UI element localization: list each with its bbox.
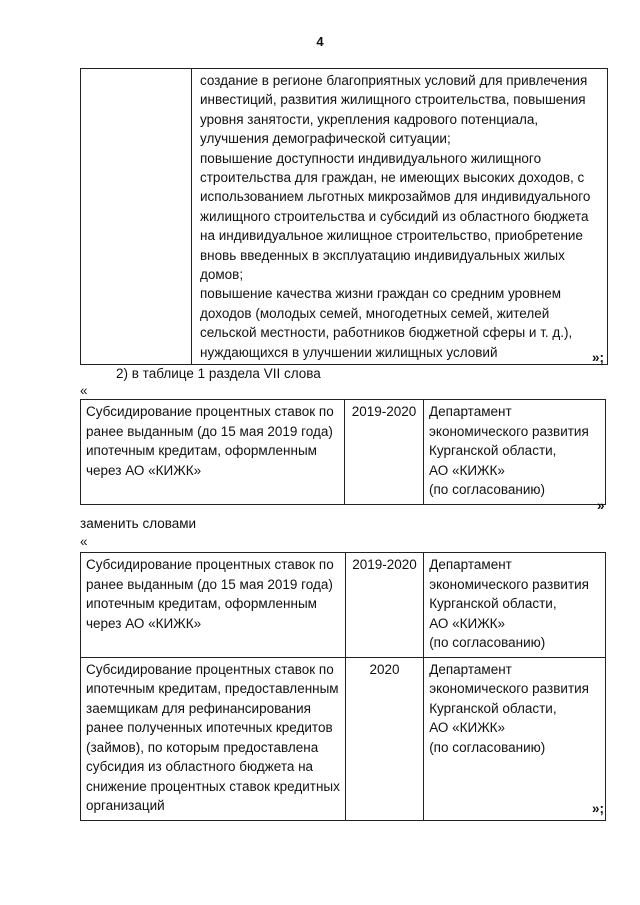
closing-quote-2: » — [597, 498, 605, 513]
description-cell — [81, 553, 346, 658]
closing-quote-1: »; — [592, 350, 605, 365]
executor-line: АО «КИЖК» — [429, 615, 506, 631]
description-line: ипотечным кредитам, оформленным — [86, 443, 317, 458]
goal-line: повышение доступности индивидуального жилищного — [200, 150, 542, 166]
description-line: через АО «КИЖК» — [86, 462, 202, 478]
goal-line: инвестиций, развития жилищного строительства, повышения — [200, 92, 586, 108]
goal-line: строительства для граждан, не имеющих высоких доходов, с — [200, 170, 585, 186]
old-row-table — [80, 399, 606, 505]
description-line: Субсидирование процентных ставок по — [86, 404, 334, 419]
executor-line: Курганской области, — [429, 443, 557, 458]
description-line: через АО «КИЖК» — [86, 615, 202, 631]
description-line: снижение процентных ставок кредитных — [86, 778, 340, 794]
goal-line: использованием льготных микрозаймов для индивидуального — [200, 189, 591, 205]
executor-line: Департамент — [429, 557, 512, 572]
goal-line: домов; — [200, 267, 244, 283]
description-line: ранее выданным (до 15 мая 2019 года) — [86, 576, 333, 592]
executor-line: экономического развития — [429, 423, 589, 439]
executor-line: АО «КИЖК» — [429, 462, 505, 478]
description-cell — [81, 400, 345, 505]
executor-line: Курганской области, — [429, 596, 557, 611]
executor-cell — [424, 657, 606, 820]
goal-line: повышение качества жизни граждан со средним уровнем — [200, 286, 562, 302]
replace-text: заменить словами — [80, 516, 197, 531]
executor-line: Департамент — [429, 661, 512, 677]
goal-line: вновь введенных в эксплуатацию индивидуальных жилых — [200, 247, 565, 263]
closing-quote-3: »; — [592, 801, 605, 816]
page-number: 4 — [316, 34, 324, 49]
period-cell: 2020 — [345, 657, 423, 820]
goal-line: уровня занятости, укрепления кадрового потенциала, — [200, 111, 539, 127]
executor-line: (по согласованию) — [429, 739, 546, 755]
table-row — [81, 657, 606, 820]
new-rows-table — [80, 552, 606, 821]
description-line: Субсидирование процентных ставок по — [86, 661, 334, 677]
executor-line: Департамент — [429, 404, 512, 419]
table-row — [81, 400, 606, 505]
opening-quote-2: « — [80, 534, 88, 549]
period-cell: 2019-2020 — [345, 400, 424, 505]
top-table-empty-cell — [81, 69, 192, 365]
description-line: ранее выданным (до 15 мая 2019 года) — [86, 423, 333, 439]
item-2-text: 2) в таблице 1 раздела VII слова — [116, 366, 321, 381]
goal-line: создание в регионе благоприятных условий для привлечения — [200, 73, 588, 88]
description-line: организаций — [86, 798, 165, 813]
executor-line: экономического развития — [429, 681, 589, 696]
executor-cell — [424, 400, 606, 505]
executor-cell — [424, 553, 606, 658]
top-table — [80, 68, 608, 365]
executor-line: экономического развития — [429, 576, 589, 592]
description-line: заемщикам для рефинансирования — [86, 700, 311, 716]
description-line: субсидия из областного бюджета на — [86, 759, 314, 774]
description-line: (займов), по которым предоставлена — [86, 739, 319, 755]
description-line: Субсидирование процентных ставок по — [86, 557, 334, 572]
top-table-goals-cell — [192, 69, 608, 365]
period-cell: 2019-2020 — [345, 553, 423, 658]
opening-quote-1: « — [80, 383, 88, 398]
table-row — [81, 553, 606, 658]
goal-line: нуждающихся в улучшении жилищных условий — [200, 344, 498, 360]
goal-line: сельской местности, работников бюджетной сферы и т. д.), — [200, 325, 573, 341]
executor-line: АО «КИЖК» — [429, 720, 506, 735]
executor-line: (по согласованию) — [429, 635, 546, 650]
goal-line: жилищного строительства и субсидий из областного бюджета — [200, 208, 589, 224]
description-cell — [81, 657, 346, 820]
executor-line: (по согласованию) — [429, 482, 546, 497]
description-line: ипотечным кредитам, оформленным — [86, 596, 317, 611]
description-line: ипотечным кредитам, предоставленным — [86, 681, 339, 696]
goal-line: доходов (молодых семей, многодетных семей, жителей — [200, 305, 550, 321]
goal-line: улучшения демографической ситуации; — [200, 131, 451, 147]
description-line: ранее полученных ипотечных кредитов — [86, 720, 333, 735]
goal-line: на индивидуальное жилищное строительство, приобретение — [200, 228, 583, 244]
executor-line: Курганской области, — [429, 700, 557, 716]
